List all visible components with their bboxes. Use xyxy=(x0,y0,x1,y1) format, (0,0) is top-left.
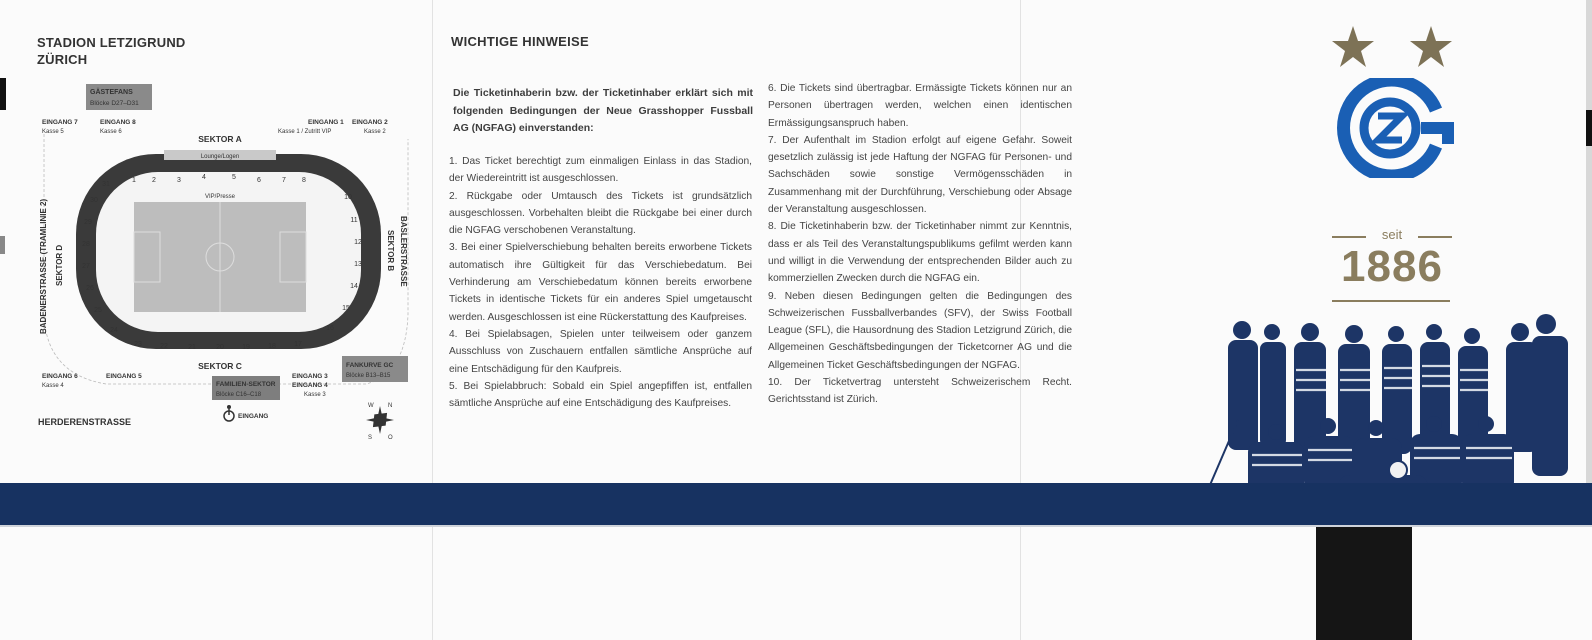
edge-notch xyxy=(1586,110,1592,146)
term-5: 5. Bei Spielabbruch: Sobald ein Spiel angepfiffen ist, entfallen sämtliche Ansprüche auf eine Entschädigung des Kaufpreises. xyxy=(449,380,752,410)
familien-label: FAMILIEN-SEKTOR xyxy=(216,381,276,388)
gaestefans-blocks: Blöcke D27–D31 xyxy=(90,100,139,107)
block-number: 29 xyxy=(84,219,92,226)
block-number: 1 xyxy=(132,177,136,184)
divider xyxy=(1332,300,1450,302)
block-number: 16 xyxy=(326,325,334,332)
founding-year: 1886 xyxy=(1341,242,1443,291)
eingang6-kasse: Kasse 4 xyxy=(42,383,64,389)
block-number: 18 xyxy=(268,343,276,350)
navy-band xyxy=(0,483,1592,525)
block-number: 23 xyxy=(134,341,142,348)
fankurve-label: FANKURVE GC xyxy=(346,362,394,369)
terms-right-column xyxy=(768,80,1072,409)
block-number: 13 xyxy=(354,261,362,268)
term-10: 10. Der Ticketvertrag untersteht Schweizerischem Recht. Gerichtsstand ist Zürich. xyxy=(768,377,1072,406)
block-number: 26 xyxy=(86,285,94,292)
lounge-label: Lounge/Logen xyxy=(200,154,240,160)
block-number: 8 xyxy=(302,177,306,184)
eingang7-label: EINGANG 7 xyxy=(42,119,78,126)
stars-icon xyxy=(1328,24,1458,74)
eingang8-label: EINGANG 8 xyxy=(100,119,136,126)
block-number: 20 xyxy=(216,344,224,351)
term-9: 9. Neben diesen Bedingungen gelten die Bedingungen des Schweizerischen Fussballverbandes (SFV), der Swiss Football League (SFL), die Hausordnung des Stadion Letzigrund Zürich, die Allgemeinen Geschäftsbedingungen der Ticketcorner AG und die Allgemeinen Ticket Geschäftsbedingungen der NGFAG. xyxy=(768,290,1072,371)
eingang6-label: EINGANG 6 xyxy=(42,373,78,380)
term-1: 1. Das Ticket berechtigt zum einmaligen Einlass in das Stadion, der Wiedereintritt ist ausgeschlossen. xyxy=(449,156,752,185)
gcz-logo-icon xyxy=(1326,78,1456,178)
term-6: 6. Die Tickets sind übertragbar. Ermässigte Tickets können nur an Personen übertragen werden, welchen einen identischen Ermässigungsanspruch haben. xyxy=(768,83,1072,129)
compass-w: W xyxy=(368,403,374,409)
term-4: 4. Bei Spielabsagen, Spielen unter teilweisem oder ganzem Ausschluss von Zuschauern entfallen sämtliche Ansprüche auf eine Entschädigung für den Kaufpreis. xyxy=(449,328,752,375)
eingang7-kasse: Kasse 5 xyxy=(42,129,64,135)
block-number: 28 xyxy=(82,241,90,248)
vip-label: VIP/Presse xyxy=(204,194,236,200)
sektor-a-label: SEKTOR A xyxy=(198,134,242,144)
street-left-label: BADENERSTRASSE (TRAMLINIE 2) xyxy=(39,198,48,334)
block-number: 10 xyxy=(344,194,352,201)
divider xyxy=(1418,236,1452,238)
terms-left-column xyxy=(449,153,752,412)
eingang3-label: EINGANG 3 xyxy=(292,373,328,380)
block-number: 30 xyxy=(90,197,98,204)
compass-icon xyxy=(366,406,394,434)
term-3: 3. Bei einer Spielverschiebung behalten bereits erworbene Tickets automatisch ihre Gültigkeit für das Verschiebedatum. Bei Verhinderung am Verschiebedatum können bereits erworbene Tickets in identische Tickets für ein anderes Spiel umgetauscht werden. Ausgeschlossen ist eine Rückerstattung des Kaufpreises. xyxy=(449,242,752,323)
stadium-map xyxy=(36,84,421,444)
fold-line xyxy=(432,0,433,640)
block-number: 15 xyxy=(342,305,350,312)
compass-n: N xyxy=(388,403,393,409)
block-number: 14 xyxy=(350,283,358,290)
stadium-map-svg xyxy=(36,84,421,444)
block-number: 5 xyxy=(232,174,236,181)
block-number: 17 xyxy=(294,341,302,348)
block-number: 21 xyxy=(188,344,196,351)
block-number: 31 xyxy=(102,181,110,188)
sektor-c-label: SEKTOR C xyxy=(198,361,242,371)
stadium-title xyxy=(37,34,186,68)
eingang-access-label: EINGANG xyxy=(238,413,269,420)
familien-blocks: Blöcke C16–C18 xyxy=(216,392,262,398)
block-number: 22 xyxy=(160,343,168,350)
street-bottom-label: HERDERENSTRASSE xyxy=(38,417,132,427)
term-8: 8. Die Ticketinhaberin bzw. der Ticketinhaber nimmt zur Kenntnis, dass er als Teil des Veranstaltungspublikums gefilmt werden kann und willigt in die Verwendung der entsprechenden Bilder auch zu kommerziellen Zwecken durch die NGFAG ein. xyxy=(768,221,1072,285)
gaestefans-label: GÄSTEFANS xyxy=(90,89,133,96)
block-number: 27 xyxy=(82,263,90,270)
wheelchair-icon xyxy=(224,405,234,421)
seit-row xyxy=(1332,227,1452,243)
block-number: 7 xyxy=(282,177,286,184)
edge-notch xyxy=(0,236,5,254)
eingang5-label: EINGANG 5 xyxy=(106,373,142,380)
stub-black-strip xyxy=(1316,527,1412,640)
eingang8-kasse: Kasse 6 xyxy=(100,129,122,135)
eingang1-label: EINGANG 1 xyxy=(308,119,344,126)
block-number: 2 xyxy=(152,177,156,184)
sektor-d-label: SEKTOR D xyxy=(55,244,64,286)
seit-label: seit xyxy=(1381,227,1403,242)
stadium-name: STADION LETZIGRUND xyxy=(37,35,186,50)
eingang1-kasse: Kasse 1 / Zutritt VIP xyxy=(278,129,332,135)
street-right-label: BASLERSTRASSE xyxy=(399,216,408,287)
hinweise-title: WICHTIGE HINWEISE xyxy=(451,34,589,49)
block-number: 25 xyxy=(94,307,102,314)
eingang4-kasse: Kasse 3 xyxy=(304,392,326,398)
compass-o: O xyxy=(388,435,393,441)
right-edge-shadow xyxy=(1586,0,1592,520)
eingang2-label: EINGANG 2 xyxy=(352,119,388,126)
fankurve-blocks: Blöcke B13–B15 xyxy=(346,373,391,379)
eingang4-label: EINGANG 4 xyxy=(292,382,328,389)
block-number: 6 xyxy=(257,177,261,184)
block-number: 19 xyxy=(242,344,250,351)
block-number: 4 xyxy=(202,174,206,181)
block-number: 11 xyxy=(350,217,358,224)
block-number: 24 xyxy=(110,327,118,334)
block-number: 3 xyxy=(177,177,181,184)
term-7: 7. Der Aufenthalt im Stadion erfolgt auf eigene Gefahr. Soweit gesetzlich zulässig ist jede Haftung der NGFAG für Personen- und Sachschäden sowie sonstige Vermögensschäden in Zusammenhang mit der Durchführung, Verschiebung oder Absage der Veranstaltung ausgeschlossen. xyxy=(768,134,1072,216)
compass-s: S xyxy=(368,435,373,441)
stadium-city: ZÜRICH xyxy=(37,52,88,67)
edge-notch xyxy=(0,78,6,110)
hinweise-intro: Die Ticketinhaberin bzw. der Ticketinhaber erklärt sich mit folgenden Bedingungen der Neue Grasshopper Fussball AG (NGFAG) einverstanden: xyxy=(453,87,753,135)
eingang2-kasse: Kasse 2 xyxy=(364,129,386,135)
block-number: 12 xyxy=(354,239,362,246)
sektor-b-label: SEKTOR B xyxy=(386,230,395,272)
term-2: 2. Rückgabe oder Umtausch des Tickets ist grundsätzlich ausgeschlossen. Vorbehalten bleibt die Rückgabe bei einer durch die NGFAG verschobenen Veranstaltung. xyxy=(449,190,752,237)
